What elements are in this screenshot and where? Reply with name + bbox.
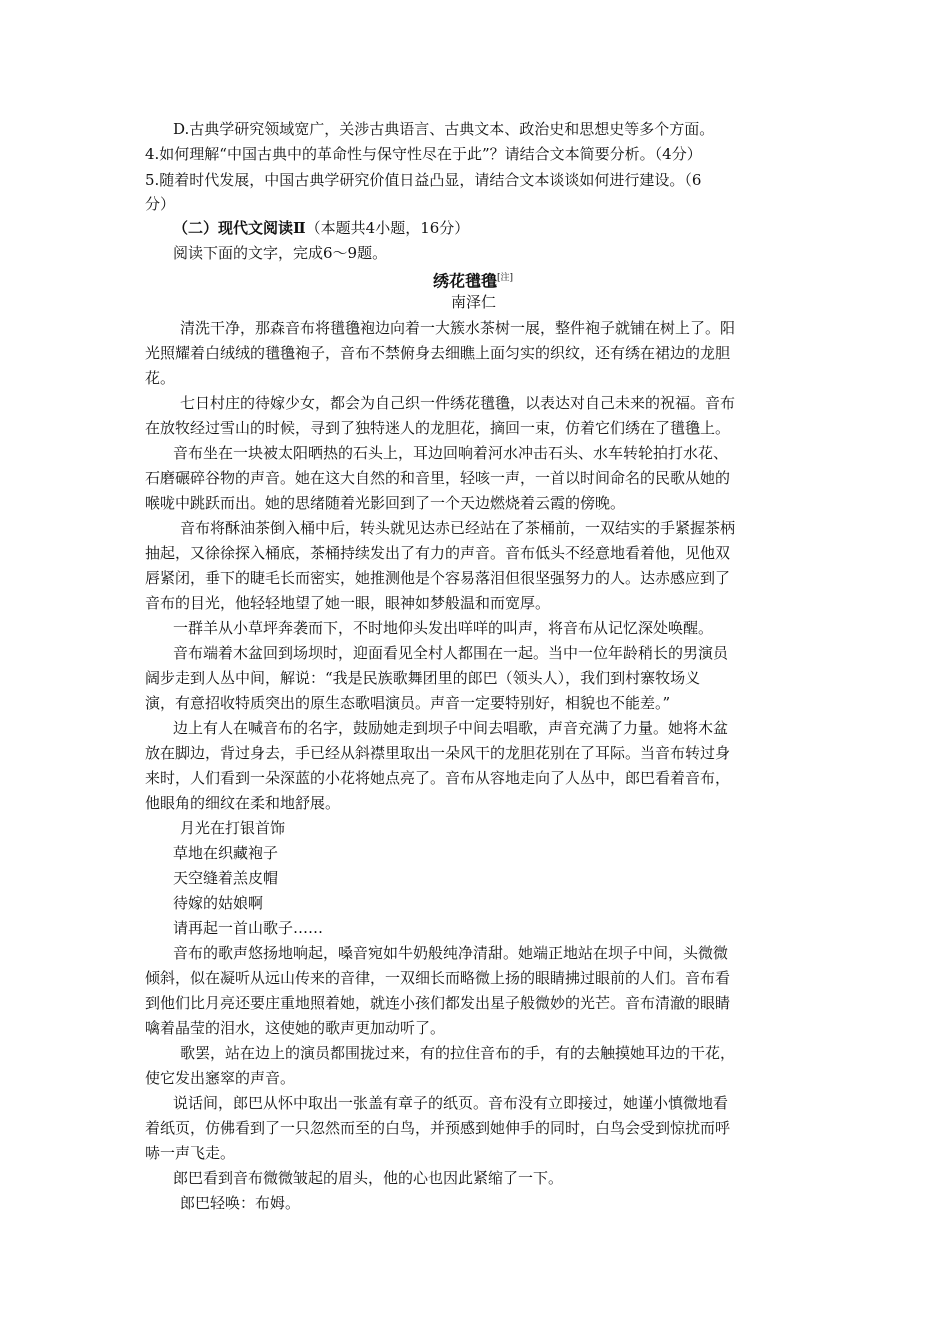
- article-title-text: 绣花氆氇: [433, 271, 498, 291]
- question-4: 4.如何理解“中国古典中的革命性与保守性尽在于此”？请结合文本简要分析。（4分）: [145, 145, 702, 163]
- body-line: 他眼角的细纹在柔和地舒展。: [145, 794, 341, 812]
- body-line: 唇紧闭，垂下的睫毛长而密实，她推测他是个容易落泪但很坚强努力的人。达赤感应到了: [145, 569, 731, 587]
- body-line: 边上有人在喊音布的名字，鼓励她走到坝子中间去唱歌，声音充满了力量。她将木盆: [173, 719, 729, 737]
- body-line: 音布将酥油茶倒入桶中后，转头就见达赤已经站在了茶桶前，一双结实的手紧握茶柄: [180, 519, 736, 537]
- body-line: 花。: [145, 369, 176, 387]
- body-line: 着纸页，仿佛看到了一只忽然而至的白鸟，并预感到她伸手的同时，白鸟会受到惊扰而呼: [145, 1119, 731, 1137]
- body-line: 放在脚边，背过身去，手已经从斜襟里取出一朵风干的龙胆花别在了耳际。当音布转过身: [145, 744, 731, 762]
- section-heading: [173, 218, 469, 238]
- body-line: 一群羊从小草坪奔袭而下，不时地仰头发出咩咩的叫声，将音布从记忆深处唤醒。: [173, 619, 714, 637]
- body-line: 使它发出窸窣的声音。: [145, 1069, 296, 1087]
- song-line: 草地在织藏袍子: [173, 844, 279, 862]
- body-line: 阔步走到人丛中间，解说：“我是民族歌舞团里的郎巴（领头人），我们到村寨牧场义: [145, 669, 701, 687]
- instruction: 阅读下面的文字，完成6～9题。: [173, 244, 388, 262]
- body-line: 清洗干净，那森音布将氆氇袍边向着一大簇水茶树一展，整件袍子就铺在树上了。阳: [180, 319, 736, 337]
- question-5-line2: 分）: [145, 195, 176, 213]
- section-heading-rest: （本题共4小题，16分）: [305, 219, 470, 237]
- author: 南泽仁: [451, 293, 497, 311]
- body-line: 音布的歌声悠扬地响起，嗓音宛如牛奶般纯净清甜。她端正地站在坝子中间，头微微: [173, 944, 729, 962]
- song-line: 待嫁的姑娘啊: [173, 894, 264, 912]
- question-5-line1: 5.随着时代发展，中国古典学研究价值日益凸显，请结合文本谈谈如何进行建设。（6: [145, 171, 702, 189]
- section-heading-bold: （二）现代文阅读Ⅱ: [173, 219, 306, 237]
- body-line: 来时，人们看到一朵深蓝的小花将她点亮了。音布从容地走向了人丛中，郎巴看着音布，: [145, 769, 731, 787]
- song-line: 天空缝着羔皮帽: [173, 869, 279, 887]
- body-line: 喉咙中跳跃而出。她的思绪随着光影回到了一个天边燃烧着云霞的傍晚。: [145, 494, 626, 512]
- body-line: 抽起，又徐徐探入桶底，茶桶持续发出了有力的声音。音布低头不经意地看着他，见他双: [145, 544, 731, 562]
- body-line: 七日村庄的待嫁少女，都会为自己织一件绣花氆氇，以表达对自己未来的祝福。音布: [180, 394, 736, 412]
- song-line: 月光在打银首饰: [180, 819, 286, 837]
- body-line: 光照耀着白绒绒的氆氇袍子，音布不禁俯身去细瞧上面匀实的织纹，还有绣在裙边的龙胆: [145, 344, 731, 362]
- body-line: 歌罢，站在边上的演员都围拢过来，有的拉住音布的手，有的去触摸她耳边的干花，: [180, 1044, 736, 1062]
- body-line: 说话间，郎巴从怀中取出一张盖有章子的纸页。音布没有立即接过，她谨小慎微地看: [173, 1094, 729, 1112]
- body-line: 音布坐在一块被太阳晒热的石头上，耳边回响着河水冲击石头、水车转轮拍打水花、: [173, 444, 729, 462]
- body-line: 到他们比月亮还要庄重地照着她，就连小孩们都发出星子般微妙的光芒。音布清澈的眼睛: [145, 994, 731, 1012]
- body-line: 音布端着木盆回到场坝时，迎面看见全村人都围在一起。当中一位年龄稍长的男演员: [173, 644, 729, 662]
- question-option-d: D.古典学研究领域宽广，关涉古典语言、古典文本、政治史和思想史等多个方面。: [173, 120, 715, 138]
- body-line: 郎巴看到音布微微皱起的眉头，他的心也因此紧缩了一下。: [173, 1169, 564, 1187]
- body-line: 石磨碾碎谷物的声音。她在这大自然的和音里，轻咳一声，一首以时间命名的民歌从她的: [145, 469, 731, 487]
- article-title: [433, 268, 513, 291]
- body-line: 演，有意招收特质突出的原生态歌唱演员。声音一定要特别好，相貌也不能差。”: [145, 694, 671, 712]
- body-line: 音布的目光，他轻轻地望了她一眼，眼神如梦般温和而宽厚。: [145, 594, 551, 612]
- body-line: 倾斜，似在凝听从远山传来的音律，一双细长而略微上扬的眼睛拂过眼前的人们。音布看: [145, 969, 731, 987]
- body-line: 哧一声飞走。: [145, 1144, 236, 1162]
- song-line: 请再起一首山歌子……: [173, 919, 324, 937]
- body-line: 噙着晶莹的泪水，这使她的歌声更加动听了。: [145, 1019, 446, 1037]
- article-title-note: [注]: [497, 273, 514, 283]
- body-line: 郎巴轻唤：布姆。: [180, 1194, 301, 1212]
- body-line: 在放牧经过雪山的时候，寻到了独特迷人的龙胆花，摘回一束，仿着它们绣在了氆氇上。: [145, 419, 731, 437]
